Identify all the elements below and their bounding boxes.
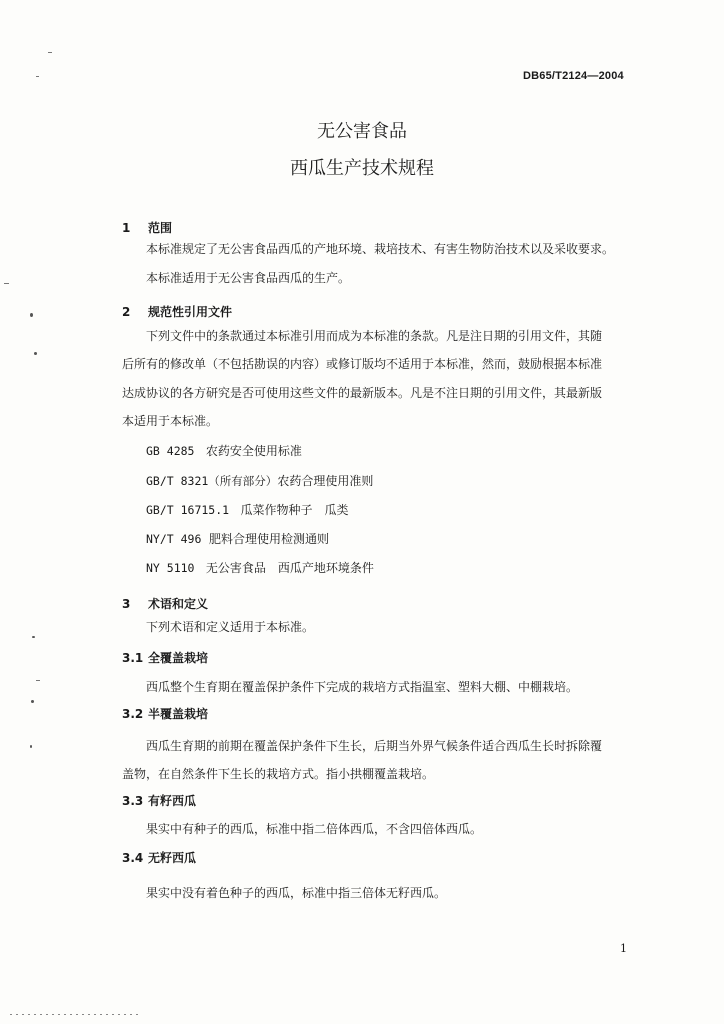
- section-3-heading: [122, 595, 208, 612]
- section-number: 3: [122, 597, 131, 611]
- section-2-heading: [122, 303, 232, 320]
- reference-name: 农药安全使用标准: [205, 444, 302, 458]
- subsection-title: 无籽西瓜: [148, 851, 197, 865]
- subsection-3-2-heading: [122, 705, 208, 722]
- title-line-2: 西瓜生产技术规程: [290, 158, 434, 179]
- scan-edge-noise: [10, 1014, 140, 1015]
- section-2-line-4: 本适用于本标准。: [122, 414, 219, 428]
- section-2-line-2: 后所有的修改单（不包括勘误的内容）或修订版均不适用于本标准，然而，鼓励根据本标准: [122, 357, 603, 371]
- section-3-paragraph: 下列术语和定义适用于本标准。: [146, 620, 315, 634]
- page-number: 1: [620, 942, 627, 955]
- scan-speck: [36, 680, 40, 681]
- scan-speck: [31, 700, 34, 703]
- scan-speck: [30, 745, 32, 748]
- document-code: DB65/T2124—2004: [523, 70, 624, 82]
- subsection-3-3-paragraph: 果实中有种子的西瓜，标准中指二倍体西瓜，不含四倍体西瓜。: [146, 822, 483, 836]
- subsection-3-1-heading: [122, 649, 208, 666]
- reference-name: 瓜菜作物种子 瓜类: [240, 503, 349, 517]
- subsection-3-2-line-1: 西瓜生育期的前期在覆盖保护条件下生长，后期当外界气候条件适合西瓜生长时拆除覆: [146, 739, 603, 753]
- reference-item: [146, 530, 329, 547]
- scan-speck: [4, 283, 9, 284]
- reference-item: [146, 472, 373, 489]
- section-2-line-1: 下列文件中的条款通过本标准引用而成为本标准的条款。凡是注日期的引用文件，其随: [146, 329, 603, 343]
- subsection-title: 有籽西瓜: [148, 794, 197, 808]
- subsection-number: 3.1: [122, 651, 144, 665]
- reference-item: [146, 559, 374, 576]
- subsection-number: 3.4: [122, 851, 144, 865]
- title-line-1: 无公害食品: [317, 121, 407, 142]
- reference-item: [146, 442, 302, 459]
- section-1-paragraph-1: 本标准规定了无公害食品西瓜的产地环境、栽培技术、有害生物防治技术以及采收要求。: [146, 242, 615, 256]
- section-title: 术语和定义: [148, 597, 209, 611]
- subsection-number: 3.3: [122, 794, 144, 808]
- section-1-paragraph-2: 本标准适用于无公害食品西瓜的生产。: [146, 271, 351, 285]
- subsection-3-2-line-2: 盖物，在自然条件下生长的栽培方式。指小拱棚覆盖栽培。: [122, 767, 435, 781]
- subsection-title: 半覆盖栽培: [148, 707, 209, 721]
- section-title: 范围: [148, 221, 173, 235]
- reference-code: NY/T 496: [146, 532, 202, 546]
- subsection-3-4-heading: [122, 849, 196, 866]
- scan-speck: [34, 352, 37, 355]
- section-2-line-3: 达成协议的各方研究是否可使用这些文件的最新版本。凡是不注日期的引用文件，其最新版: [122, 386, 603, 400]
- scan-speck: [32, 636, 35, 638]
- scan-speck: [36, 76, 39, 77]
- subsection-3-1-paragraph: 西瓜整个生育期在覆盖保护条件下完成的栽培方式指温室、塑料大棚、中棚栽培。: [146, 680, 579, 694]
- section-title: 规范性引用文件: [148, 305, 233, 319]
- reference-code: GB/T 16715.1: [146, 503, 230, 517]
- reference-item: [146, 501, 349, 518]
- subsection-title: 全覆盖栽培: [148, 651, 209, 665]
- section-number: 2: [122, 305, 131, 319]
- reference-code: NY 5110: [146, 561, 195, 575]
- section-number: 1: [122, 221, 131, 235]
- section-1-heading: [122, 219, 172, 236]
- reference-code: GB 4285: [146, 444, 195, 458]
- subsection-3-4-paragraph: 果实中没有着色种子的西瓜，标准中指三倍体无籽西瓜。: [146, 886, 447, 900]
- scan-speck: [30, 313, 33, 317]
- subsection-3-3-heading: [122, 792, 196, 809]
- scan-speck: [48, 52, 52, 53]
- reference-code: GB/T 8321（所有部分）: [146, 474, 278, 488]
- reference-name: 农药合理使用准则: [277, 474, 374, 488]
- reference-name: 无公害食品 西瓜产地环境条件: [205, 561, 374, 575]
- reference-name: 肥料合理使用检测通则: [209, 532, 330, 546]
- subsection-number: 3.2: [122, 707, 144, 721]
